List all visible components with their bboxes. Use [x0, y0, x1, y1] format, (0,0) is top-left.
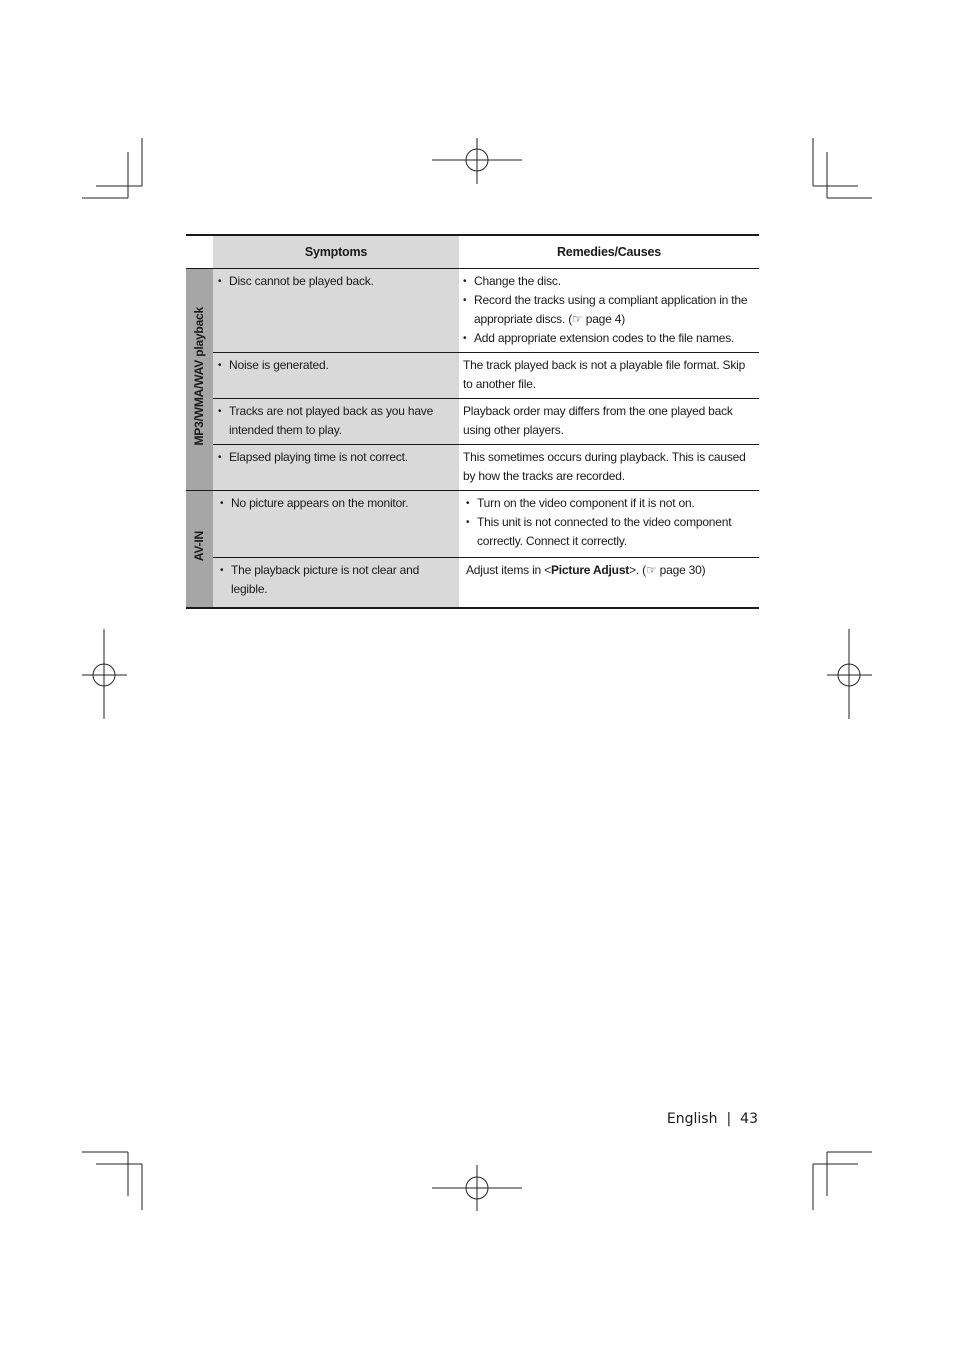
table-row — [186, 491, 759, 558]
crop-mark-bottom-left — [82, 1152, 142, 1210]
registration-mark-right — [827, 629, 872, 719]
remedy-cell: Playback order may differs from the one played back using other players. — [459, 399, 759, 445]
header-symptoms: Symptoms — [213, 235, 459, 269]
crop-mark-top-right — [813, 138, 872, 198]
footer-language: English — [666, 1111, 718, 1127]
crop-mark-bottom-right — [813, 1152, 872, 1210]
table-row — [186, 353, 759, 399]
remedy-cell: The track played back is not a playable file format. Skip to another file. — [459, 353, 759, 399]
symptom-text: • The playback picture is not clear and legible. — [220, 561, 453, 599]
registration-mark-top — [432, 138, 522, 184]
table-header-row — [186, 235, 759, 269]
remedy-cell — [459, 491, 759, 558]
category-cell — [186, 269, 213, 491]
symptom-text: • Tracks are not played back as you have intended them to play. — [218, 402, 453, 440]
category-cell — [186, 491, 213, 609]
header-remedies: Remedies/Causes — [459, 235, 759, 269]
footer-separator: | — [726, 1111, 732, 1127]
table-row — [186, 445, 759, 491]
crop-mark-top-left — [82, 138, 142, 198]
remedy-prefix: Adjust items in < — [466, 563, 551, 577]
remedy-item: • Turn on the video component if it is not on. — [466, 494, 753, 513]
symptom-cell — [213, 399, 459, 445]
remedy-item: • This unit is not connected to the video component correctly. Connect it correctly. — [466, 513, 753, 551]
table-row — [186, 399, 759, 445]
page-number: 43 — [740, 1111, 758, 1127]
registration-mark-bottom — [432, 1165, 522, 1211]
header-spacer — [186, 235, 213, 269]
table-row — [186, 269, 759, 353]
symptom-text: • No picture appears on the monitor. — [220, 494, 453, 513]
symptom-text: • Elapsed playing time is not correct. — [218, 448, 453, 467]
remedy-item: • Change the disc. — [463, 272, 753, 291]
remedy-item: • Record the tracks using a compliant application in the appropriate discs. (☞ page 4) — [463, 291, 753, 329]
remedy-suffix: >. (☞ page 30) — [629, 563, 706, 577]
troubleshooting-table — [186, 234, 759, 609]
symptom-cell — [213, 353, 459, 399]
table-row — [186, 558, 759, 609]
symptom-cell — [213, 491, 459, 558]
symptom-text: • Noise is generated. — [218, 356, 453, 375]
category-label-av-in: AV-IN — [192, 530, 206, 562]
remedy-item: • Add appropriate extension codes to the file names. — [463, 329, 753, 348]
category-label-mp3: MP3/WMA/WAV playback — [192, 307, 206, 446]
picture-adjust-menu-name: Picture Adjust — [550, 563, 630, 577]
remedy-cell: This sometimes occurs during playback. This is caused by how the tracks are recorded. — [459, 445, 759, 491]
registration-mark-left — [82, 629, 127, 719]
page-footer — [667, 1111, 758, 1127]
symptom-cell — [213, 445, 459, 491]
remedy-cell — [459, 269, 759, 353]
symptom-text: • Disc cannot be played back. — [218, 272, 453, 291]
remedy-cell — [459, 558, 759, 609]
symptom-cell — [213, 269, 459, 353]
symptom-cell — [213, 558, 459, 609]
